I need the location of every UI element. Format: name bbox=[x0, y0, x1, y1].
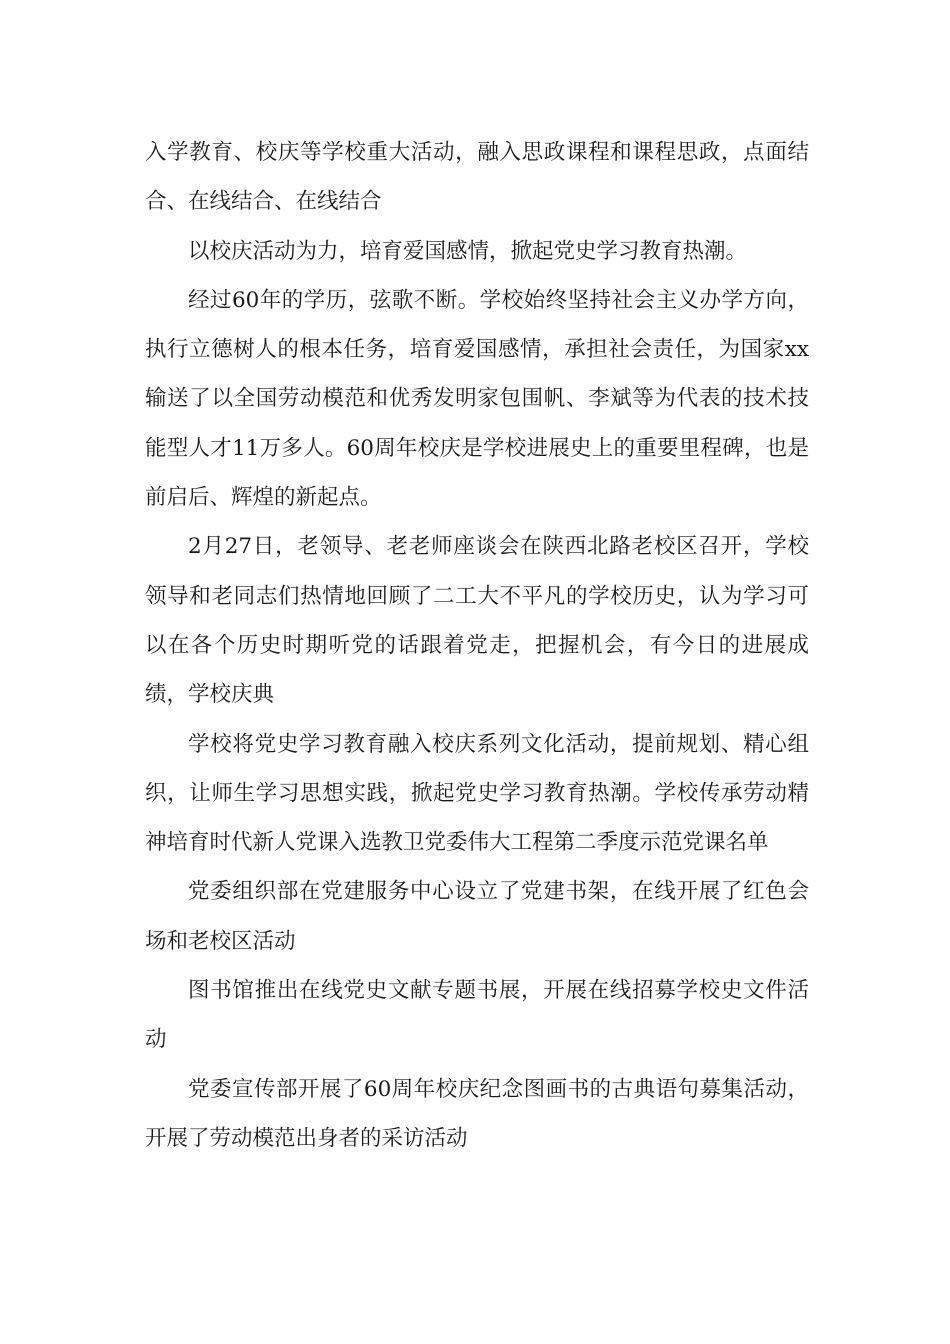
paragraph-publicity-dept: 党委宣传部开展了60周年校庆纪念图画书的古典语句募集活动，开展了劳动模范出身者的采访活动 bbox=[145, 1076, 809, 1151]
paragraph-continuation: 入学教育、校庆等学校重大活动，融入思政课程和课程思政，点面结合、在线结合、在线结合 bbox=[145, 140, 809, 215]
paragraph-school-history: 经过60年的学历，弦歌不断。学校始终坚持社会主义办学方向，执行立德树人的根本任务，培育爱国感情，承担社会责任，为国家xx输送了以全国劳动模范和优秀发明家包围帆、李斌等为代表的技术技能型人才11万多人。60周年校庆是学校进展史上的重要里程碑，也是前启后、辉煌的新起点。 bbox=[145, 287, 809, 511]
paragraph-organization-dept: 党委组织部在党建服务中心设立了党建书架，在线开展了红色会场和老校区活动 bbox=[145, 879, 809, 954]
paragraph-celebration-heading: 以校庆活动为力，培育爱国感情，掀起党史学习教育热潮。 bbox=[188, 238, 748, 264]
document-body bbox=[145, 128, 809, 1163]
paragraph-library: 图书馆推出在线党史文献专题书展，开展在线招募学校史文件活动 bbox=[145, 978, 809, 1053]
paragraph-symposium: 2月27日，老领导、老老师座谈会在陕西北路老校区召开，学校领导和老同志们热情地回顾了二工大不平凡的学校历史，认为学习可以在各个历史时期听党的话跟着党走，把握机会，有今日的进展成绩，学校庆典 bbox=[145, 534, 809, 708]
paragraph-cultural-activities: 学校将党史学习教育融入校庆系列文化活动，提前规划、精心组织，让师生学习思想实践，掀起党史学习教育热潮。学校传承劳动精神培育时代新人党课入选教卫党委伟大工程第二季度示范党课名单 bbox=[145, 731, 809, 856]
